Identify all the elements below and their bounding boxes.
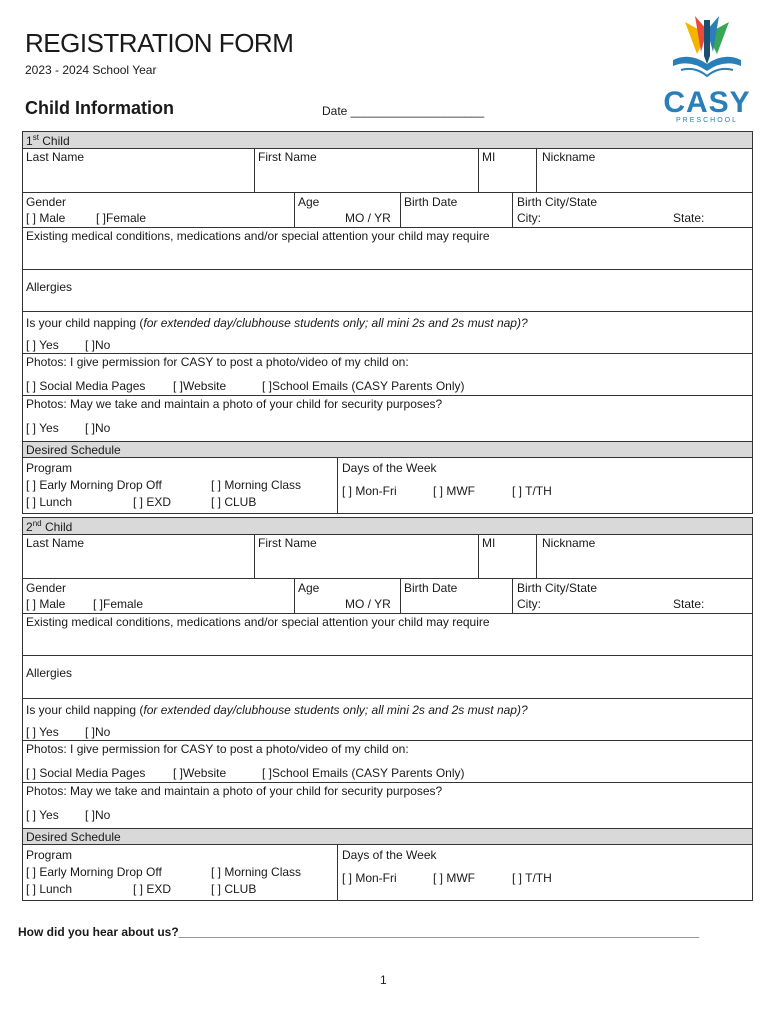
medical-label: Existing medical conditions, medications and/or special attention your child may require (26, 229, 490, 243)
desired-schedule-label: Desired Schedule (26, 830, 121, 844)
school-year: 2023 - 2024 School Year (25, 63, 157, 77)
page-number: 1 (380, 973, 387, 987)
days-label: Days of the Week (342, 848, 437, 862)
child1-section (22, 131, 753, 514)
website-checkbox[interactable]: [ ]Website (173, 379, 227, 393)
book-pencil-icon (655, 14, 759, 89)
mon-fri-checkbox[interactable]: [ ] Mon-Fri (342, 484, 397, 498)
exd-checkbox[interactable]: [ ] EXD (133, 495, 172, 509)
gender-label: Gender (26, 195, 67, 209)
logo-subtext: PRESCHOOL (676, 117, 738, 124)
mo-yr-label: MO / YR (345, 597, 391, 611)
child1-name-row (23, 149, 752, 193)
state-label: State: (673, 597, 705, 611)
last-name-label: Last Name (26, 150, 85, 164)
first-name-label: First Name (258, 150, 317, 164)
city-label: City: (517, 211, 541, 225)
birth-city-label: Birth City/State (517, 195, 598, 209)
child1-header-row (23, 132, 752, 149)
photo-security-label: Photos: May we take and maintain a photo of your child for security purposes? (26, 397, 443, 411)
age-label: Age (298, 581, 320, 595)
child1-details-row (23, 193, 752, 228)
gender-label: Gender (26, 581, 67, 595)
lunch-checkbox[interactable]: [ ] Lunch (26, 495, 73, 509)
desired-schedule-label: Desired Schedule (26, 443, 121, 457)
tth-checkbox[interactable]: [ ] T/TH (512, 871, 552, 885)
child1-allergies-field[interactable] (23, 270, 752, 312)
form-title: REGISTRATION FORM (25, 28, 294, 58)
state-label: State: (673, 211, 705, 225)
child2-nickname-field[interactable] (536, 535, 754, 578)
morning-class-checkbox[interactable]: [ ] Morning Class (211, 865, 302, 879)
mi-label: MI (482, 150, 496, 164)
female-checkbox[interactable]: [ ]Female (93, 597, 144, 611)
club-checkbox[interactable]: [ ] CLUB (211, 495, 257, 509)
morning-class-checkbox[interactable]: [ ] Morning Class (211, 478, 302, 492)
last-name-label: Last Name (26, 536, 85, 550)
child2-ordinal: 2 (26, 520, 33, 534)
birth-city-label: Birth City/State (517, 581, 598, 595)
child1-medical-field[interactable] (23, 228, 752, 270)
napping-no-checkbox[interactable]: [ ]No (85, 725, 111, 739)
casy-logo (655, 14, 759, 126)
child2-schedule-row (23, 845, 752, 900)
child2-details-row (23, 579, 752, 614)
photo-permission-label: Photos: I give permission for CASY to post a photo/video of my child on: (26, 742, 409, 756)
logo-text: CASY (663, 86, 751, 119)
city-label: City: (517, 597, 541, 611)
child2-gender-field (23, 579, 294, 613)
child2-heading: Child (44, 520, 73, 534)
birth-date-label: Birth Date (404, 195, 458, 209)
child2-birth-date-field[interactable] (400, 579, 512, 613)
child1-days-cell (337, 458, 754, 513)
child2-last-name-field[interactable] (23, 535, 254, 578)
child2-name-row (23, 535, 752, 579)
child2-napping-row (23, 699, 752, 741)
male-checkbox[interactable]: [ ] Male (26, 597, 66, 611)
child2-age-field[interactable] (294, 579, 400, 613)
napping-question: Is your child napping (for extended day/clubhouse students only; all mini 2s and 2s must nap)? (26, 316, 528, 330)
child1-birth-date-field[interactable] (400, 193, 512, 227)
tth-checkbox[interactable]: [ ] T/TH (512, 484, 552, 498)
birth-date-label: Birth Date (404, 581, 458, 595)
child2-ordinal-suffix: nd (32, 519, 42, 528)
child1-schedule-header (23, 442, 752, 458)
child2-mi-field[interactable] (478, 535, 536, 578)
lunch-checkbox[interactable]: [ ] Lunch (26, 882, 73, 896)
male-checkbox[interactable]: [ ] Male (26, 211, 66, 225)
child1-heading: Child (42, 134, 70, 148)
child2-birth-city-field[interactable] (512, 579, 754, 613)
child1-program-cell (23, 458, 337, 513)
child1-age-field[interactable] (294, 193, 400, 227)
early-dropoff-checkbox[interactable]: [ ] Early Morning Drop Off (26, 865, 162, 879)
security-no-checkbox[interactable]: [ ]No (85, 808, 111, 822)
how-heard-field[interactable]: How did you hear about us?______________________________________________________________________________ (18, 925, 700, 939)
child2-allergies-field[interactable] (23, 656, 752, 699)
child1-photo-permission-row (23, 354, 752, 396)
security-yes-checkbox[interactable]: [ ] Yes (26, 421, 59, 435)
social-media-checkbox[interactable]: [ ] Social Media Pages (26, 766, 146, 780)
child1-napping-row (23, 312, 752, 354)
school-emails-checkbox[interactable]: [ ]School Emails (CASY Parents Only) (262, 766, 465, 780)
mwf-checkbox[interactable]: [ ] MWF (433, 871, 475, 885)
child1-ordinal-suffix: st (32, 133, 39, 142)
medical-label: Existing medical conditions, medications and/or special attention your child may require (26, 615, 490, 629)
days-label: Days of the Week (342, 461, 437, 475)
age-label: Age (298, 195, 320, 209)
school-emails-checkbox[interactable]: [ ]School Emails (CASY Parents Only) (262, 379, 465, 393)
child2-program-cell (23, 845, 337, 900)
child2-schedule-header (23, 829, 752, 845)
program-label: Program (26, 461, 73, 475)
child1-last-name-field[interactable] (23, 149, 254, 192)
child2-photo-permission-row (23, 741, 752, 783)
photo-security-label: Photos: May we take and maintain a photo of your child for security purposes? (26, 784, 443, 798)
mo-yr-label: MO / YR (345, 211, 391, 225)
child2-first-name-field[interactable] (254, 535, 478, 578)
napping-yes-checkbox[interactable]: [ ] Yes (26, 725, 59, 739)
program-label: Program (26, 848, 73, 862)
security-no-checkbox[interactable]: [ ]No (85, 421, 111, 435)
website-checkbox[interactable]: [ ]Website (173, 766, 227, 780)
child1-photo-security-row (23, 396, 752, 442)
club-checkbox[interactable]: [ ] CLUB (211, 882, 257, 896)
child2-header-row (23, 518, 752, 535)
child2-photo-security-row (23, 783, 752, 829)
section-heading: Child Information (25, 98, 174, 118)
mon-fri-checkbox[interactable]: [ ] Mon-Fri (342, 871, 397, 885)
child2-section (22, 517, 753, 901)
napping-question: Is your child napping (for extended day/clubhouse students only; all mini 2s and 2s must nap)? (26, 703, 528, 717)
child2-days-cell (337, 845, 754, 900)
nickname-label: Nickname (542, 536, 596, 550)
nickname-label: Nickname (542, 150, 596, 164)
child2-medical-field[interactable] (23, 614, 752, 656)
female-checkbox[interactable]: [ ]Female (96, 211, 147, 225)
exd-checkbox[interactable]: [ ] EXD (133, 882, 172, 896)
photo-permission-label: Photos: I give permission for CASY to post a photo/video of my child on: (26, 355, 409, 369)
mi-label: MI (482, 536, 496, 550)
early-dropoff-checkbox[interactable]: [ ] Early Morning Drop Off (26, 478, 162, 492)
child1-gender-field (23, 193, 294, 227)
napping-yes-checkbox[interactable]: [ ] Yes (26, 338, 59, 352)
date-field[interactable]: Date ____________________ (322, 104, 485, 118)
mwf-checkbox[interactable]: [ ] MWF (433, 484, 475, 498)
child1-first-name-field[interactable] (254, 149, 478, 192)
child1-schedule-row (23, 458, 752, 513)
child1-ordinal: 1 (26, 134, 33, 148)
security-yes-checkbox[interactable]: [ ] Yes (26, 808, 59, 822)
child1-nickname-field[interactable] (536, 149, 754, 192)
allergies-label: Allergies (26, 666, 73, 680)
first-name-label: First Name (258, 536, 317, 550)
napping-no-checkbox[interactable]: [ ]No (85, 338, 111, 352)
allergies-label: Allergies (26, 280, 73, 294)
child1-birth-city-field[interactable] (512, 193, 754, 227)
child1-mi-field[interactable] (478, 149, 536, 192)
social-media-checkbox[interactable]: [ ] Social Media Pages (26, 379, 146, 393)
